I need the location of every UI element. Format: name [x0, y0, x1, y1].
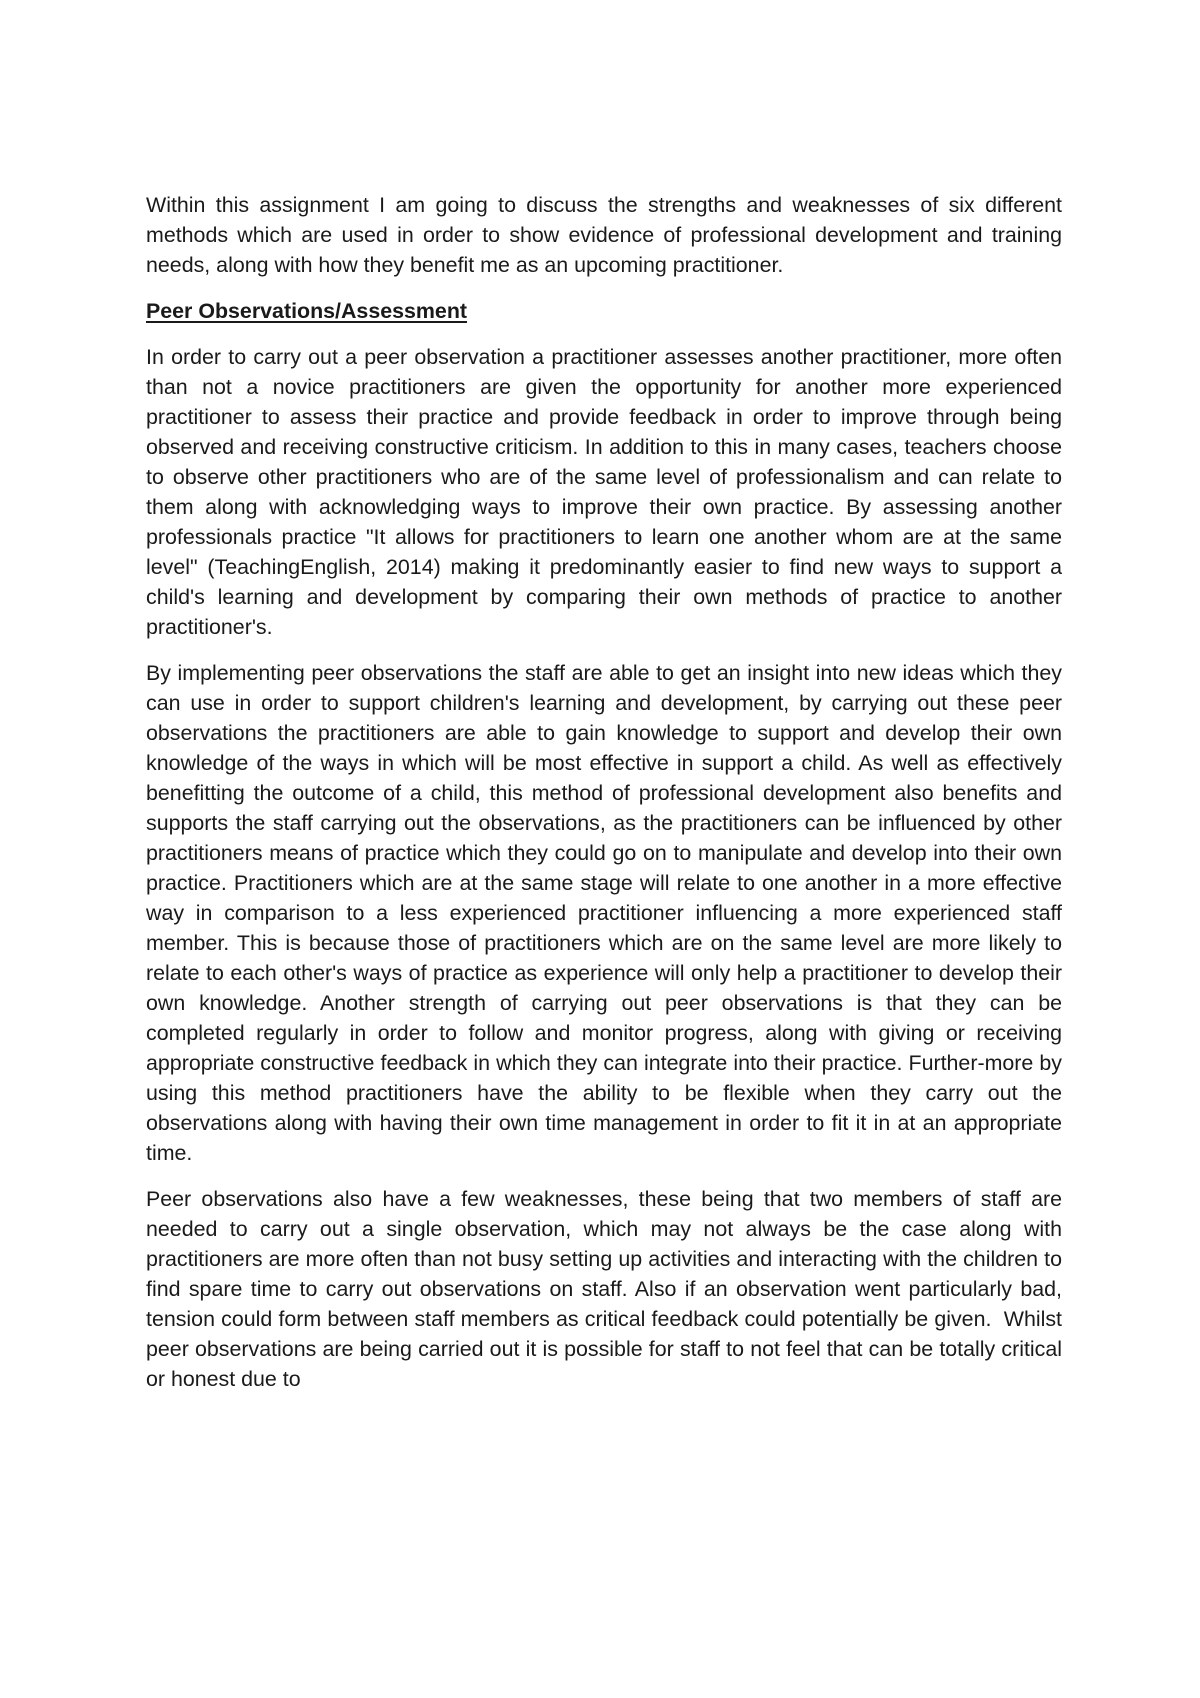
body-paragraph-1: In order to carry out a peer observation a practitioner assesses another practitioner, more often than not a novice practitioners are given the opportunity for another more experienced practitioner to assess their practice and provide feedback in order to improve through being observed and receiving constructive criticism. In addition to this in many cases, teachers choose to observe other practitioners who are of the same level of professionalism and can relate to them along with acknowledging ways to improve their own practice. By assessing another professionals practice "It allows for practitioners to learn one another whom are at the same level" (TeachingEnglish, 2014) making it predominantly easier to find new ways to support a child's learning and development by comparing their own methods of practice to another practitioner's.	[146, 345, 1068, 639]
intro-paragraph: Within this assignment I am going to discuss the strengths and weaknesses of six different methods which are used in order to show evidence of professional development and training needs, along with how they benefit me as an upcoming practitioner.	[146, 193, 1068, 277]
document-body	[146, 190, 1068, 1410]
section-heading: Peer Observations/Assessment	[146, 299, 468, 323]
body-paragraph-2: By implementing peer observations the staff are able to get an insight into new ideas which they can use in order to support children's learning and development, by carrying out these peer observations the practitioners are able to gain knowledge to support and develop their own knowledge of the ways in which will be most effective in support a child. As well as effectively benefitting the outcome of a child, this method of professional development also benefits and supports the staff carrying out the observations, as the practitioners can be influenced by other practitioners means of practice which they could go on to manipulate and develop into their own practice. Practitioners which are at the same stage will relate to one another in a more effective way in comparison to a less experienced practitioner influencing a more experienced staff member. This is because those of practitioners which are on the same level are more likely to relate to each other's ways of practice as experience will only help a practitioner to develop their own knowledge. Another strength of carrying out peer observations is that they can be completed regularly in order to follow and monitor progress, along with giving or receiving appropriate constructive feedback in which they can integrate into their practice. Further-more by using this method practitioners have the ability to be flexible when they carry out the observations along with having their own time management in order to fit it in at an appropriate time.	[146, 661, 1068, 1165]
body-paragraph-3: Peer observations also have a few weaknesses, these being that two members of staff are needed to carry out a single observation, which may not always be the case along with practitioners are more often than not busy setting up activities and interacting with the children to find spare time to carry out observations on staff. Also if an observation went particularly bad, tension could form between staff members as critical feedback could potentially be given. Whilst peer observations are being carried out it is possible for staff to not feel that can be totally critical or honest due to	[146, 1187, 1068, 1391]
